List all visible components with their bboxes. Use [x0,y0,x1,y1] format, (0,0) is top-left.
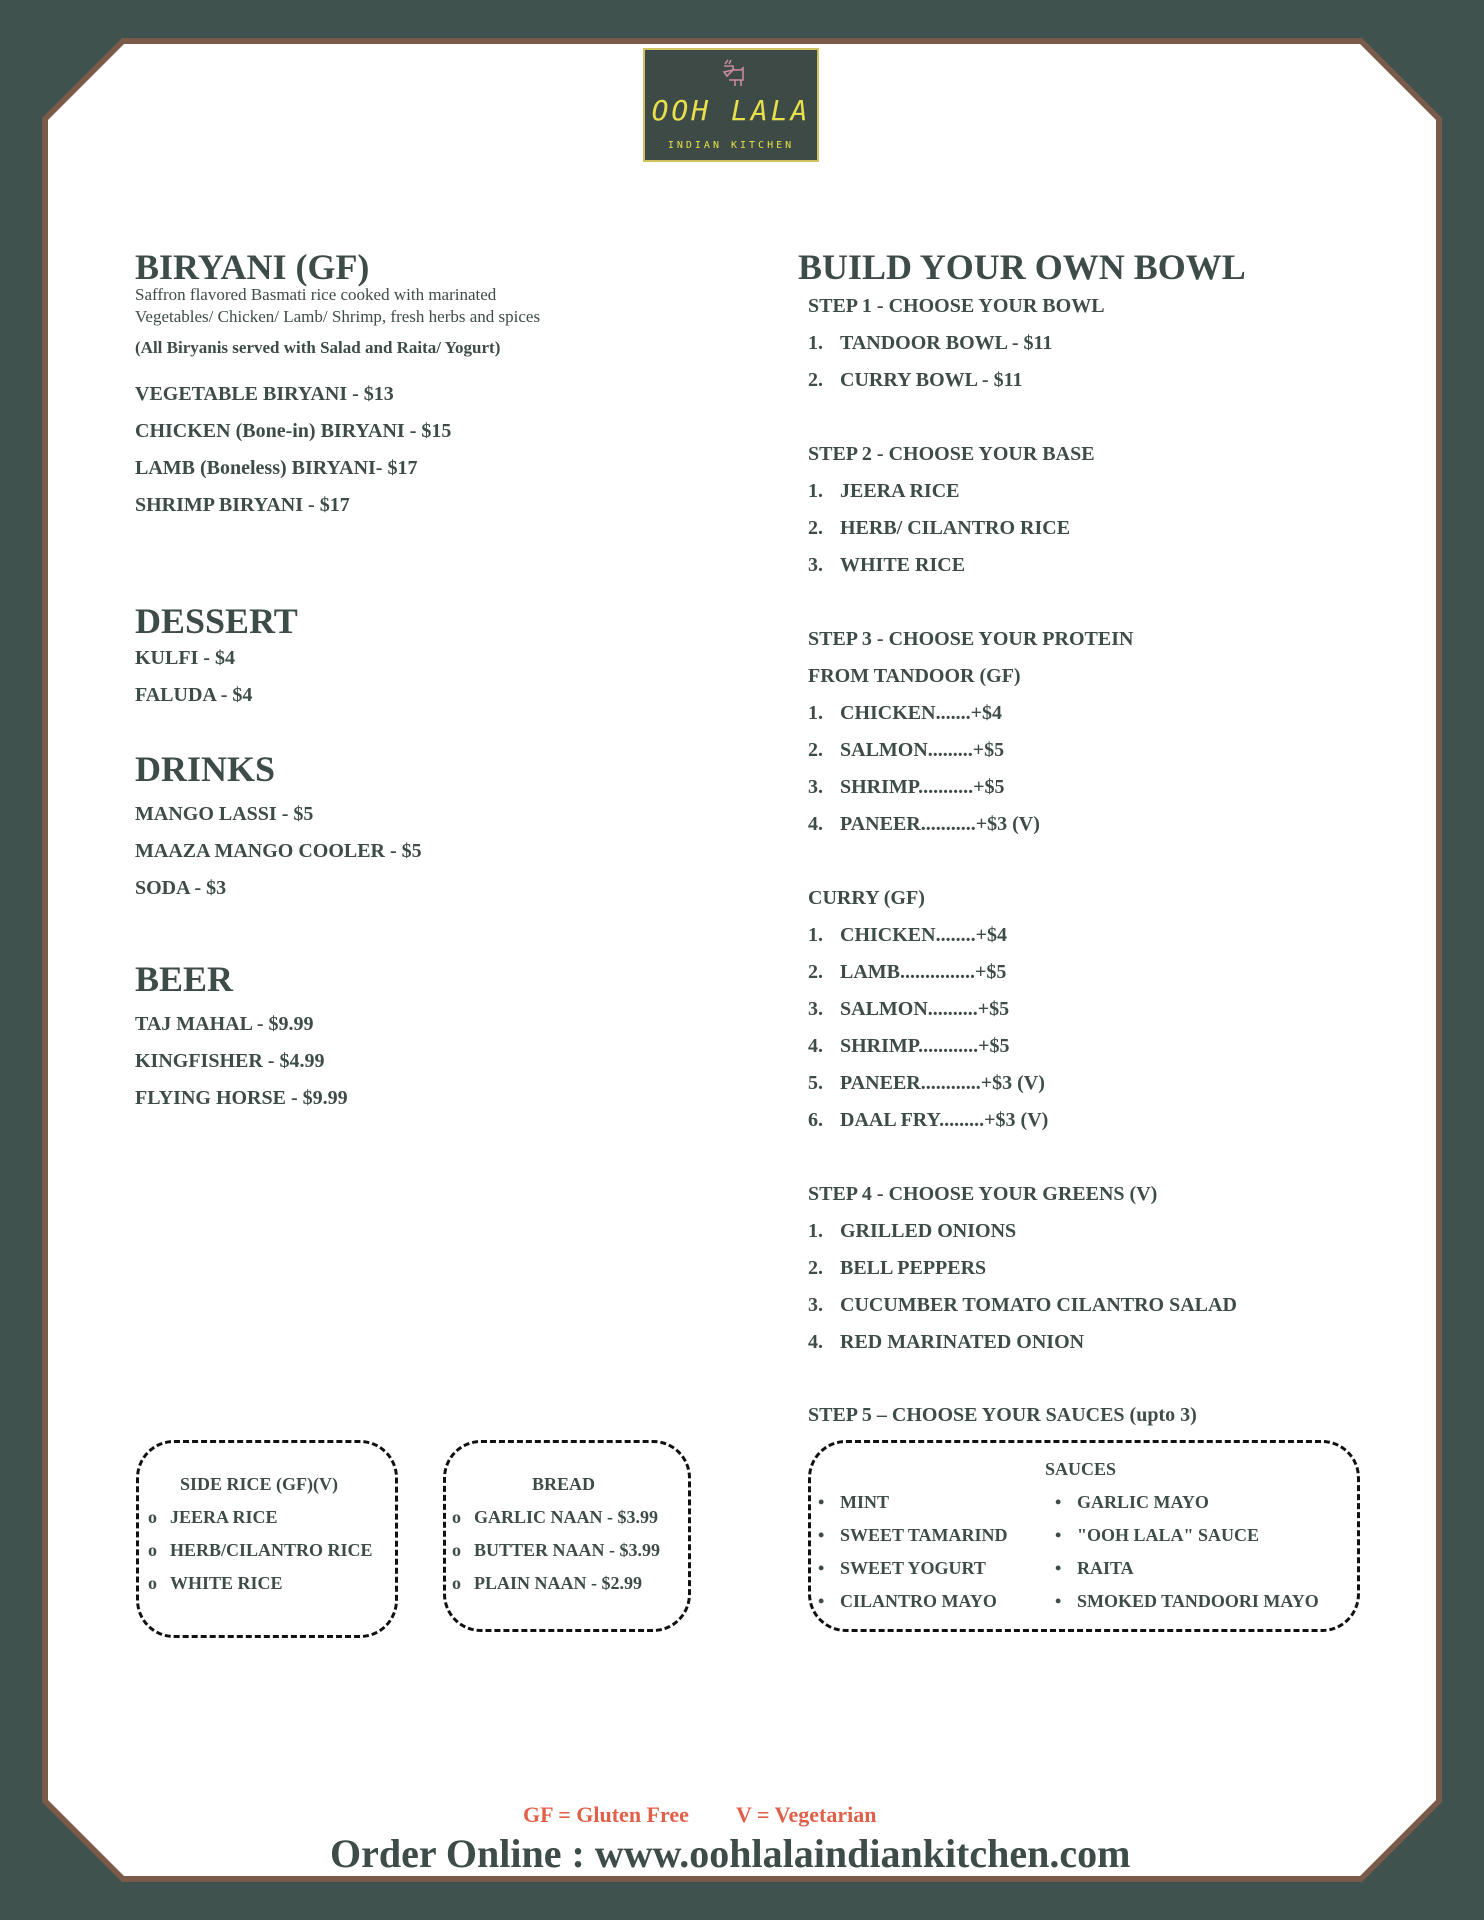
list-item: o GARLIC NAAN - $3.99 [452,1507,658,1527]
goat-icon [719,58,747,90]
list-item: o PLAIN NAAN - $2.99 [452,1573,642,1593]
list-item: o WHITE RICE [148,1573,283,1593]
step1-heading: STEP 1 - CHOOSE YOUR BOWL [808,295,1105,317]
menu-item: MANGO LASSI - $5 [135,803,314,825]
list-item: 4. RED MARINATED ONION [808,1331,1085,1353]
list-item: • "OOH LALA" SAUCE [1055,1525,1260,1545]
list-item: • SWEET YOGURT [818,1558,986,1578]
list-item: 3. SALMON..........+$5 [808,998,1010,1020]
list-item: 3. WHITE RICE [808,554,966,576]
list-item: 2. SALMON.........+$5 [808,739,1005,761]
menu-item: MAAZA MANGO COOLER - $5 [135,840,422,862]
list-item: 1. TANDOOR BOWL - $11 [808,332,1053,354]
order-online-link[interactable]: Order Online : www.oohlalaindiankitchen.com [330,1831,1131,1876]
list-item: • RAITA [1055,1558,1134,1578]
step2-heading: STEP 2 - CHOOSE YOUR BASE [808,443,1095,465]
menu-item: TAJ MAHAL - $9.99 [135,1013,314,1035]
biryani-heading: BIRYANI (GF) [135,247,370,287]
step4-heading: STEP 4 - CHOOSE YOUR GREENS (V) [808,1183,1158,1205]
legend-gluten-free: GF = Gluten Free [523,1802,689,1827]
side-rice-box [136,1440,398,1638]
list-item: 1. GRILLED ONIONS [808,1220,1017,1242]
curry-subheading: CURRY (GF) [808,887,925,909]
logo [643,48,819,162]
beer-heading: BEER [135,959,234,999]
side-rice-title: SIDE RICE (GF)(V) [180,1474,339,1494]
biryani-description-1: Saffron flavored Basmati rice cooked with marinated [135,285,497,304]
logo-name: OOH LALA [651,94,811,127]
list-item: 2. HERB/ CILANTRO RICE [808,517,1071,539]
list-item: 5. PANEER............+$3 (V) [808,1072,1045,1094]
menu-item: CHICKEN (Bone-in) BIRYANI - $15 [135,420,452,442]
menu-item: VEGETABLE BIRYANI - $13 [135,383,394,405]
list-item: 4. PANEER...........+$3 (V) [808,813,1040,835]
dessert-heading: DESSERT [135,601,298,641]
menu-item: KINGFISHER - $4.99 [135,1050,325,1072]
list-item: 6. DAAL FRY.........+$3 (V) [808,1109,1049,1131]
list-item: • SWEET TAMARIND [818,1525,1008,1545]
list-item: 2. BELL PEPPERS [808,1257,987,1279]
list-item: • MINT [818,1492,889,1512]
bread-box [443,1440,691,1632]
list-item: 2. LAMB...............+$5 [808,961,1007,983]
list-item: o BUTTER NAAN - $3.99 [452,1540,661,1560]
list-item: • GARLIC MAYO [1055,1492,1209,1512]
step5-heading: STEP 5 – CHOOSE YOUR SAUCES (upto 3) [808,1404,1197,1426]
list-item: o HERB/CILANTRO RICE [148,1540,373,1560]
list-item: 4. SHRIMP............+$5 [808,1035,1010,1057]
legend-vegetarian: V = Vegetarian [736,1802,877,1827]
bread-title: BREAD [532,1474,596,1494]
list-item: 2. CURRY BOWL - $11 [808,369,1023,391]
list-item: 1. JEERA RICE [808,480,960,502]
menu-item: KULFI - $4 [135,647,235,669]
logo-subtitle: INDIAN KITCHEN [667,140,795,151]
list-item: • SMOKED TANDOORI MAYO [1055,1591,1319,1611]
drinks-heading: DRINKS [135,749,276,789]
menu-item: FALUDA - $4 [135,684,253,706]
biryani-note: (All Biryanis served with Salad and Raita/ Yogurt) [135,338,501,357]
step3-heading: STEP 3 - CHOOSE YOUR PROTEIN [808,628,1134,650]
tandoor-subheading: FROM TANDOOR (GF) [808,665,1021,687]
list-item: 3. CUCUMBER TOMATO CILANTRO SALAD [808,1294,1237,1316]
list-item: 3. SHRIMP...........+$5 [808,776,1005,798]
menu-item: SODA - $3 [135,877,227,899]
menu-item: FLYING HORSE - $9.99 [135,1087,348,1109]
list-item: 1. CHICKEN........+$4 [808,924,1007,946]
biryani-description-2: Vegetables/ Chicken/ Lamb/ Shrimp, fresh herbs and spices [135,307,541,326]
sauces-title: SAUCES [1045,1459,1117,1479]
list-item: • CILANTRO MAYO [818,1591,997,1611]
menu-item: LAMB (Boneless) BIRYANI- $17 [135,457,418,479]
menu-item: SHRIMP BIRYANI - $17 [135,494,350,516]
bowl-heading: BUILD YOUR OWN BOWL [798,247,1246,287]
list-item: o JEERA RICE [148,1507,278,1527]
list-item: 1. CHICKEN.......+$4 [808,702,1002,724]
